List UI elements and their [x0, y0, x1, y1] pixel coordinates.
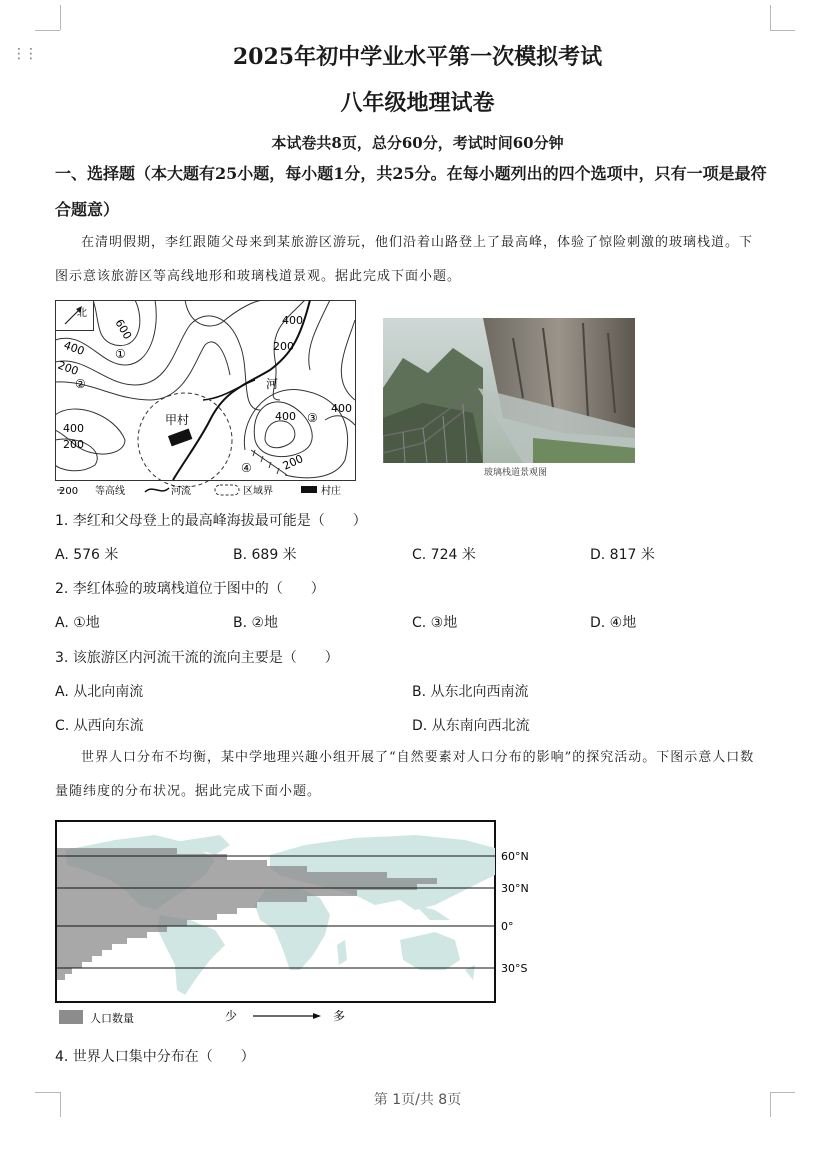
site-marker: ① [115, 347, 126, 361]
crop-mark [60, 5, 61, 30]
question-2-stem: 2. 李红体验的玻璃栈道位于图中的（ ） [55, 581, 325, 597]
contour-label: 400 [61, 338, 87, 359]
q3-option-d[interactable]: D. 从东南向西北流 [412, 718, 530, 734]
crop-mark [770, 30, 795, 31]
legend-river: 河流 [171, 486, 191, 497]
lat-30s: 30°S [501, 962, 528, 975]
contour-label: 200 [55, 358, 81, 379]
drag-handle-icon[interactable]: ⋮⋮ [12, 46, 36, 62]
lat-0: 0° [501, 920, 514, 933]
q1-option-b[interactable]: B. 689 米 [233, 547, 297, 563]
village-label: 甲村 [165, 413, 190, 427]
crop-mark [35, 30, 60, 31]
question-1-stem: 1. 李红和父母登上的最高峰海拔最可能是（ ） [55, 513, 367, 529]
site-marker: ④ [241, 461, 252, 475]
page-footer: 第 1页/共 8页 [373, 1092, 462, 1108]
section-heading: 一、选择题（本大题有25小题，每小题1分，共25分。在每小题列出的四个选项中，只有一项是最符合题意） [55, 164, 767, 219]
exam-subtitle: 八年级地理试卷 [340, 90, 495, 116]
q1-option-c[interactable]: C. 724 米 [412, 547, 476, 563]
q3-option-a[interactable]: A. 从北向南流 [55, 684, 144, 700]
question-3-stem: 3. 该旅游区内河流干流的流向主要是（ ） [55, 650, 339, 666]
north-label: 北 [77, 308, 87, 319]
passage-2: 世界人口分布不均衡，某中学地理兴趣小组开展了“自然要素对人口分布的影响”的探究活动。下图示意人口数量随纬度的分布状况。据此完成下面小题。 [55, 750, 755, 799]
legend-population: 人口数量 [90, 1012, 134, 1025]
q3-option-c[interactable]: C. 从西向东流 [55, 718, 144, 734]
legend-village: 村庄 [321, 486, 341, 497]
contour-label: 400 [275, 410, 296, 423]
legend-many: 多 [333, 1009, 346, 1023]
contour-map [55, 300, 360, 498]
q2-option-a[interactable]: A. ①地 [55, 615, 100, 631]
legend-contour-value: 200 [59, 486, 79, 497]
glass-walkway-photo [383, 318, 635, 480]
q2-option-c[interactable]: C. ③地 [412, 615, 458, 631]
q2-option-d[interactable]: D. ④地 [590, 615, 637, 631]
population-latitude-map [55, 820, 545, 1030]
q1-option-d[interactable]: D. 817 米 [590, 547, 655, 563]
exam-info: 本试卷共8页，总分60分，考试时间60分钟 [271, 134, 564, 152]
site-marker: ② [75, 377, 86, 391]
passage-1: 在清明假期，李红跟随父母来到某旅游区游玩，他们沿着山路登上了最高峰，体验了惊险刺激的玻璃栈道。下图示意该旅游区等高线地形和玻璃栈道景观。据此完成下面小题。 [55, 235, 754, 284]
q2-option-b[interactable]: B. ②地 [233, 615, 279, 631]
contour-label: 200 [273, 340, 294, 353]
contour-label: 200 [280, 452, 306, 473]
contour-label: 400 [331, 402, 352, 415]
contour-label: 600 [112, 317, 135, 342]
lat-30n: 30°N [501, 882, 529, 895]
legend-contour: 等高线 [95, 486, 125, 497]
question-4-stem: 4. 世界人口集中分布在（ ） [55, 1049, 255, 1065]
photo-caption: 玻璃栈道景观图 [484, 468, 548, 478]
river-label: 河 [266, 377, 279, 391]
contour-label: 400 [282, 314, 303, 327]
contour-label: 400 [63, 422, 84, 435]
site-marker: ③ [307, 411, 318, 425]
crop-mark [770, 5, 771, 30]
legend-boundary: 区域界 [243, 486, 273, 497]
lat-60n: 60°N [501, 850, 529, 863]
exam-title: 2025年初中学业水平第一次模拟考试 [232, 44, 603, 70]
legend-few: 少 [225, 1009, 238, 1023]
q1-option-a[interactable]: A. 576 米 [55, 547, 119, 563]
q3-option-b[interactable]: B. 从东北向西南流 [412, 684, 529, 700]
contour-label: 200 [63, 438, 84, 451]
